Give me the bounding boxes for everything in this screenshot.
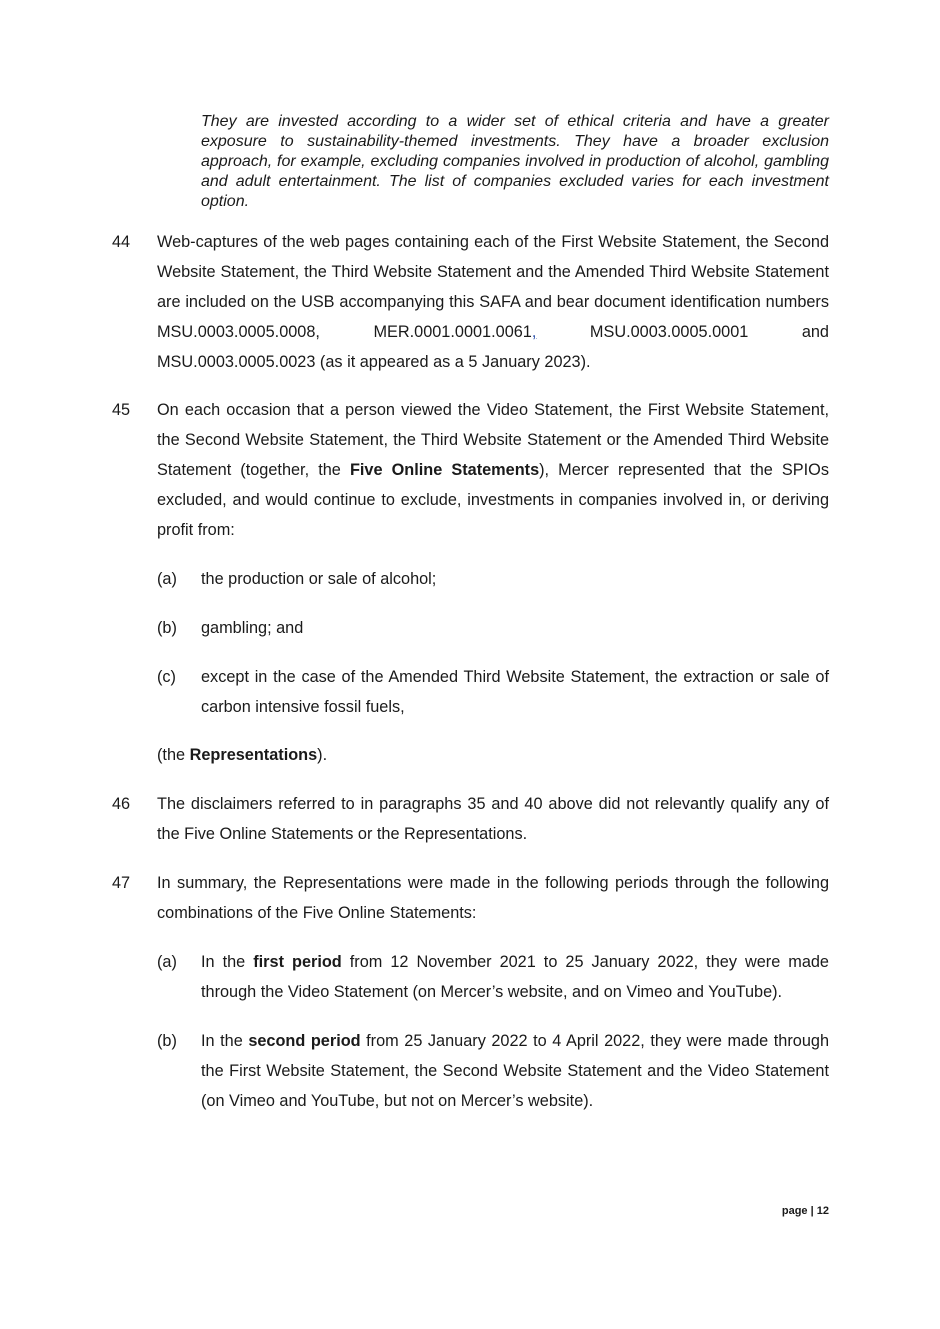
sub-item-text: gambling; and [201,619,304,637]
sub-item-47b [157,1026,829,1116]
paragraph-47 [112,868,829,928]
block-quote [201,112,829,212]
sub-item-47a [157,947,829,1007]
paragraph-body: The disclaimers referred to in paragraphs 35 and 40 above did not relevantly qualify any of the Five Online Statements or the Representations. [157,795,829,843]
sub-item-text-start: In the [201,953,254,971]
paragraph-number: 47 [112,874,131,892]
definition-suffix: ). [317,746,328,764]
footnote-link[interactable]: , [531,323,537,341]
paragraph-text-continued: ), Mercer represented that the SPIOs excluded, and would continue to exclude, investments in companies involved in, or deriving profit from: [157,461,829,539]
paragraph-body: In summary, the Representations were made in the following periods through the following combinations of the Five Online Statements: [157,874,829,922]
period-term: second period [248,1032,361,1050]
paragraph-body [157,227,829,377]
definition-prefix: (the [157,746,190,764]
sub-item-text [201,1026,829,1116]
representations-definition [157,740,327,770]
paragraph-44 [112,227,829,377]
paragraph-number: 46 [112,795,131,813]
sub-item-label: (b) [157,1032,177,1050]
defined-term: Representations [189,746,318,764]
sub-item-text: the production or sale of alcohol; [201,570,437,588]
paragraph-45 [112,395,829,545]
sub-item-label: (a) [157,953,177,971]
defined-term: Five Online Statements [349,461,540,479]
sub-item-text: except in the case of the Amended Third Website Statement, the extraction or sale of carbon intensive fossil fuels, [201,668,829,716]
block-quote-text: They are invested according to a wider set of ethical criteria and have a greater exposure to sustainability-themed investments. They have a broader exclusion approach, for example, excluding companies involved in production of alcohol, gambling and adult entertainment. The list of companies excluded varies for each investment option. [201,113,829,210]
sub-item-45b [157,613,829,643]
sub-item-text-end: from 12 November 2021 to 25 January 2022, they were made through the Video Statement (on Mercer’s website, and on Vimeo and YouTube). [201,953,829,1001]
page-label: page | [781,1205,817,1217]
sub-item-text-end: from 25 January 2022 to 4 April 2022, they were made through the First Website Statement, the Second Website Statement and the Video Statement (on Vimeo and YouTube, but not on Mercer’s website). [201,1032,829,1110]
paragraph-number: 45 [112,401,131,419]
paragraph-text: On each occasion that a person viewed the Video Statement, the First Website Statement, the Second Website Statement, the Third Website Statement or the Amended Third Website Statement (together, the [157,401,829,479]
paragraph-46 [112,789,829,849]
page-number-footer [782,1205,829,1217]
paragraph-text-continued: MSU.0003.0005.0001 and MSU.0003.0005.0023 (as it appeared as a 5 January 2023). [157,323,829,371]
page-number: 12 [816,1205,829,1217]
sub-item-45a [157,564,829,594]
sub-item-text [201,947,829,1007]
paragraph-number: 44 [112,233,131,251]
sub-item-label: (b) [157,619,177,637]
sub-item-label: (c) [157,668,176,686]
sub-item-text-start: In the [201,1032,249,1050]
sub-item-label: (a) [157,570,177,588]
sub-item-45c [157,662,829,722]
paragraph-text: Web-captures of the web pages containing each of the First Website Statement, the Second Website Statement, the Third Website Statement and the Amended Third Website Statement are included on the USB accompanying this SAFA and bear document identification numbers MSU.0003.0005.0008, MER.0001.0001.0061 [157,233,829,341]
paragraph-body [157,395,829,545]
period-term: first period [253,953,342,971]
